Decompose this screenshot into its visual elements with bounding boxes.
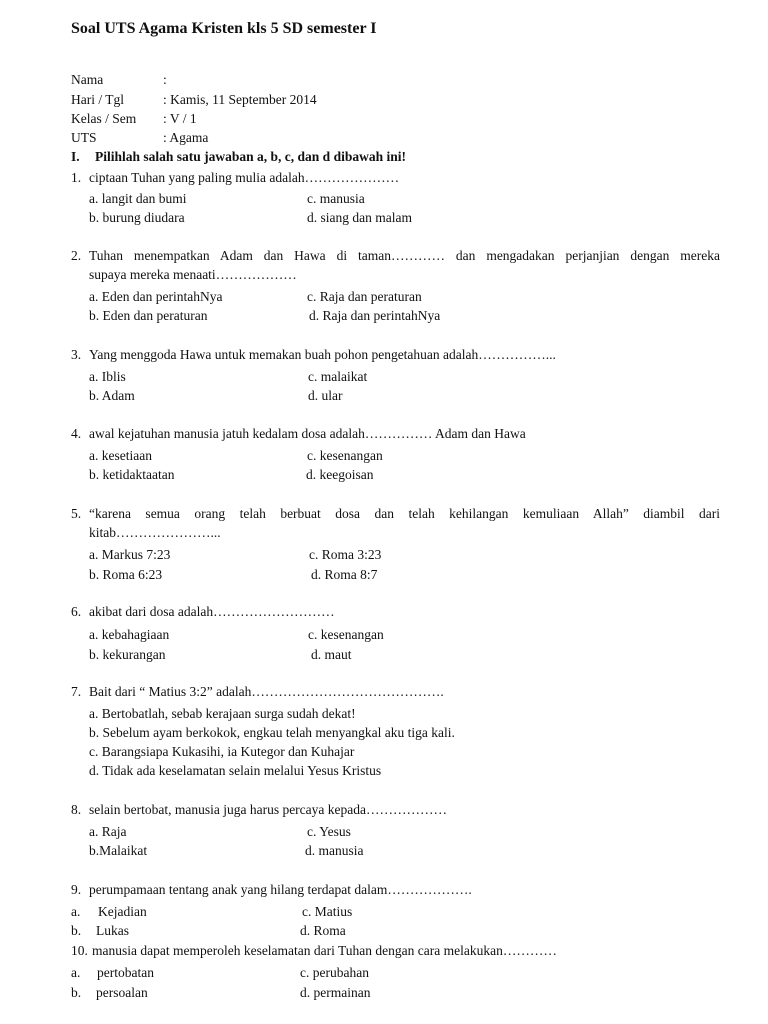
option-d: d. keegoisan: [306, 467, 374, 482]
info-value-hari-tgl: : Kamis, 11 September 2014: [163, 92, 317, 107]
option-c: c. perubahan: [300, 965, 369, 980]
option-a: Kejadian: [98, 904, 147, 919]
option-letter-b: b.: [71, 985, 82, 1000]
question-text: manusia dapat memperoleh keselamatan dari Tuhan dengan cara melakukan…………: [92, 943, 557, 958]
question-text: Bait dari “ Matius 3:2” adalah…………………………………….: [89, 684, 444, 699]
question-number: 2.: [71, 248, 82, 263]
option-a: a. langit dan bumi: [89, 191, 187, 206]
option-c: c. Roma 3:23: [309, 547, 382, 562]
option-b: b. Roma 6:23: [89, 567, 163, 582]
option-a: a. Eden dan perintahNya: [89, 289, 223, 304]
option-b: b. Adam: [89, 388, 135, 403]
question-number: 9.: [71, 882, 82, 897]
question-text: supaya mereka menaati………………: [89, 267, 297, 282]
option-a: a. kesetiaan: [89, 448, 152, 463]
option-d: d. Roma 8:7: [311, 567, 378, 582]
option-letter-a: a.: [71, 965, 81, 980]
info-label-nama: Nama: [71, 72, 104, 87]
option-b: Lukas: [96, 923, 129, 938]
option-a: a. Iblis: [89, 369, 126, 384]
question-number: 5.: [71, 506, 82, 521]
option-a: a. Bertobatlah, sebab kerajaan surga sudah dekat!: [89, 706, 356, 721]
question-text: awal kejatuhan manusia jatuh kedalam dosa adalah…………… Adam dan Hawa: [89, 426, 526, 441]
option-b: b. Eden dan peraturan: [89, 308, 208, 323]
info-label-uts: UTS: [71, 130, 97, 145]
question-number: 6.: [71, 604, 82, 619]
info-value-kelas-sem: : V / 1: [163, 111, 197, 126]
question-number: 3.: [71, 347, 82, 362]
section-instruction: Pilihlah salah satu jawaban a, b, c, dan d dibawah ini!: [95, 149, 406, 164]
question-text: perumpamaan tentang anak yang hilang terdapat dalam……………….: [89, 882, 472, 897]
document-title: Soal UTS Agama Kristen kls 5 SD semester I: [71, 20, 377, 37]
option-c: c. malaikat: [308, 369, 368, 384]
info-value-uts: : Agama: [163, 130, 209, 145]
question-number: 1.: [71, 170, 82, 185]
option-b: b. Sebelum ayam berkokok, engkau telah menyangkal aku tiga kali.: [89, 725, 455, 740]
option-d: d. ular: [308, 388, 343, 403]
question-number: 7.: [71, 684, 82, 699]
option-d: d. Roma: [300, 923, 346, 938]
option-b: b. ketidaktaatan: [89, 467, 175, 482]
question-text: ciptaan Tuhan yang paling mulia adalah…………………: [89, 170, 400, 185]
option-a: a. kebahagiaan: [89, 627, 170, 642]
question-number: 4.: [71, 426, 82, 441]
option-c: c. manusia: [307, 191, 365, 206]
option-d: d. Raja dan perintahNya: [309, 308, 441, 323]
question-text: selain bertobat, manusia juga harus percaya kepada………………: [89, 802, 448, 817]
option-letter-b: b.: [71, 923, 82, 938]
option-c: c. Barangsiapa Kukasihi, ia Kutegor dan Kuhajar: [89, 744, 355, 759]
option-d: d. permainan: [300, 985, 371, 1000]
info-label-kelas-sem: Kelas / Sem: [71, 111, 137, 126]
option-b: b.Malaikat: [89, 843, 148, 858]
question-text: Tuhan menempatkan Adam dan Hawa di taman………… dan mengadakan perjanjian dengan mereka: [89, 248, 720, 263]
section-heading: [71, 149, 406, 165]
option-a: a. Raja: [89, 824, 127, 839]
option-b: b. burung diudara: [89, 210, 185, 225]
option-a: pertobatan: [97, 965, 154, 980]
question-text: akibat dari dosa adalah………………………: [89, 604, 335, 619]
option-b: b. kekurangan: [89, 647, 166, 662]
option-d: d. maut: [311, 647, 352, 662]
question-text: kitab…………………...: [89, 525, 221, 540]
option-d: d. siang dan malam: [307, 210, 412, 225]
option-d: d. Tidak ada keselamatan selain melalui Yesus Kristus: [89, 763, 382, 778]
question-number: 8.: [71, 802, 82, 817]
section-number: I.: [71, 149, 80, 164]
option-c: c. kesenangan: [308, 627, 384, 642]
option-c: c. Raja dan peraturan: [307, 289, 422, 304]
option-a: a. Markus 7:23: [89, 547, 171, 562]
question-number: 10.: [71, 943, 88, 958]
option-c: c. Matius: [302, 904, 353, 919]
option-letter-a: a.: [71, 904, 81, 919]
info-value-nama: :: [163, 72, 167, 87]
question-text: Yang menggoda Hawa untuk memakan buah pohon pengetahuan adalah……………...: [89, 347, 556, 362]
option-c: c. kesenangan: [307, 448, 383, 463]
option-d: d. manusia: [305, 843, 364, 858]
option-b: persoalan: [96, 985, 148, 1000]
option-c: c. Yesus: [307, 824, 351, 839]
question-text: “karena semua orang telah berbuat dosa dan telah kehilangan kemuliaan Allah” diambil dari: [89, 506, 720, 521]
info-label-hari-tgl: Hari / Tgl: [71, 92, 124, 107]
